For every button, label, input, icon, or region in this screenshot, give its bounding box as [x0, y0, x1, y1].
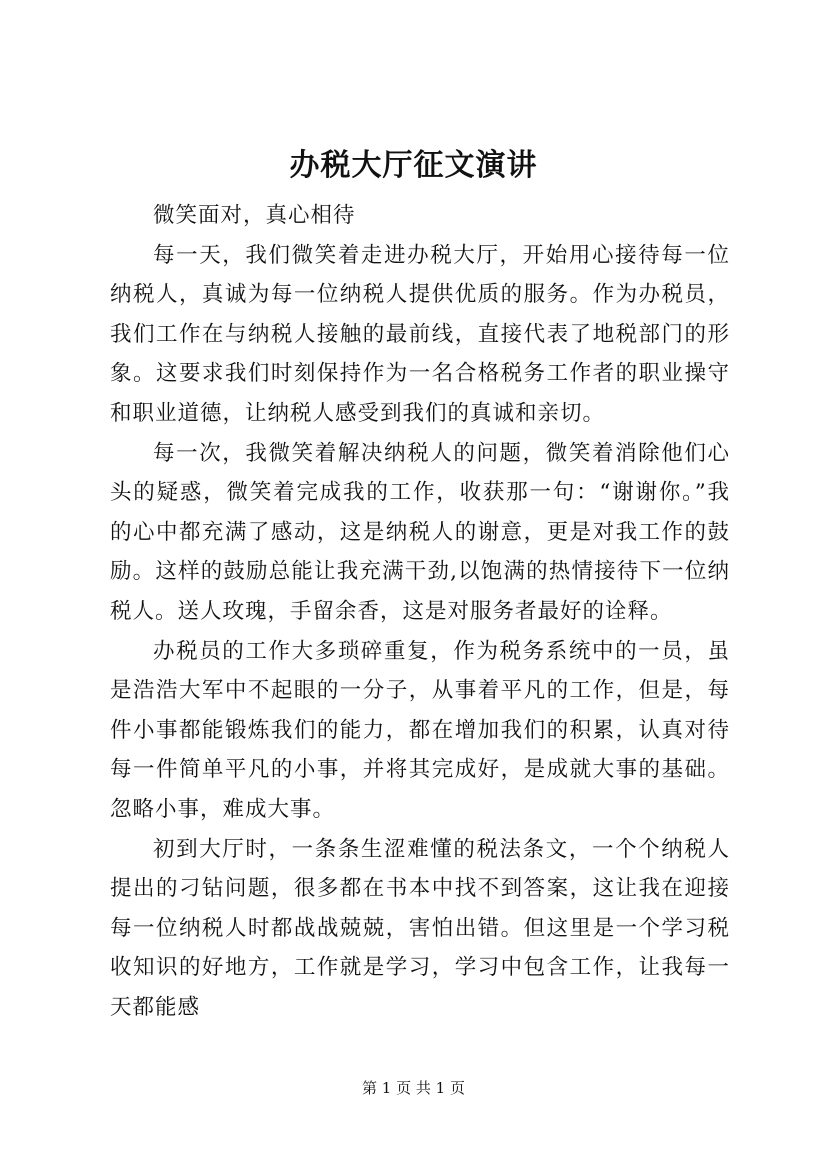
- body-paragraph: 办税员的工作大多琐碎重复，作为税务系统中的一员，虽是浩浩大军中不起眼的一分子，从事着平凡的工作，但是，每件小事都能锻炼我们的能力，都在增加我们的积累，认真对待每一件简单平凡的小事，并将其完成好，是成就大事的基础。忽略小事，难成大事。: [110, 638, 730, 822]
- subtitle-paragraph: 微笑面对，真心相待: [153, 203, 356, 228]
- document-title: 办税大厅征文演讲: [289, 148, 538, 183]
- document-body: [110, 196, 730, 1027]
- body-paragraph: 初到大厅时，一条条生涩难懂的税法条文，一个个纳税人提出的刁钻问题，很多都在书本中找不到答案，这让我在迎接每一位纳税人时都战战兢兢，害怕出错。但这里是一个学习税收知识的好地方，工作就是学习，学习中包含工作，让我每一天都能感: [110, 836, 730, 1020]
- body-paragraph: 每一天，我们微笑着走进办税大厅，开始用心接待每一位纳税人，真诚为每一位纳税人提供优质的服务。作为办税员，我们工作在与纳税人接触的最前线，直接代表了地税部门的形象。这要求我们时刻保持作为一名合格税务工作者的职业操守和职业道德，让纳税人感受到我们的真诚和亲切。: [110, 242, 730, 426]
- body-paragraph: 每一次，我微笑着解决纳税人的问题，微笑着消除他们心头的疑惑，微笑着完成我的工作，收获那一句：“谢谢你。”我的心中都充满了感动，这是纳税人的谢意，更是对我工作的鼓励。这样的鼓励总能让我充满干劲,以饱满的热情接待下一位纳税人。送人玫瑰，手留余香，这是对服务者最好的诠释。: [110, 440, 730, 624]
- page-footer: 第 1 页 共 1 页: [362, 1079, 465, 1097]
